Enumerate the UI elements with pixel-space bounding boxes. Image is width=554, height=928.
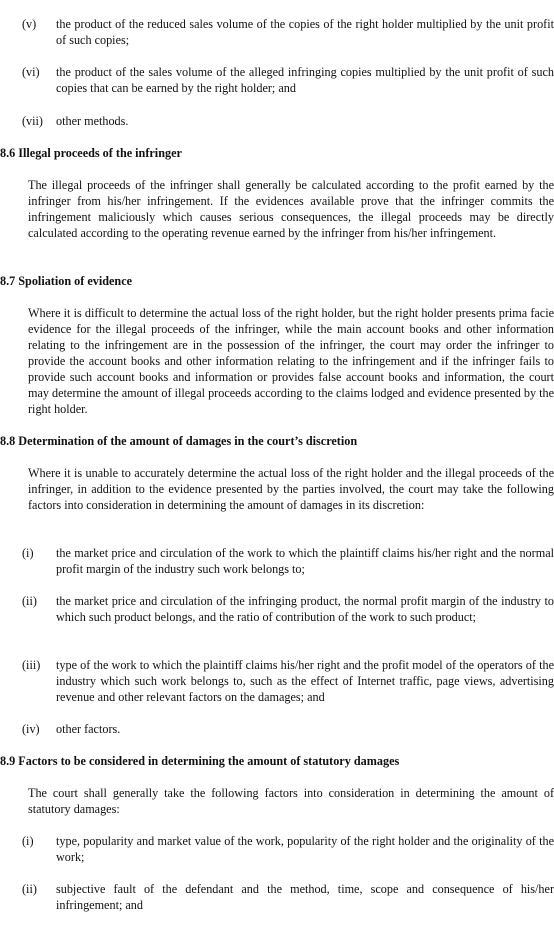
list-number: (i) xyxy=(22,546,34,560)
list-text: other factors. xyxy=(56,722,121,736)
section-paragraph-8-6: The illegal proceeds of the infringer shall generally be calculated according to the profit earned by the infringer from his/her infringement. If the evidences available prove that the infringer commits the infringement maliciously which causes serious consequences, the illegal proceeds may be directly calculated according to the operating revenue earned by the infringer from his/her infringement. xyxy=(28,178,554,240)
list-text: the product of the sales volume of the alleged infringing copies multiplied by the unit profit of such copies that can be earned by the right holder; and xyxy=(56,65,554,95)
list-number: (ii) xyxy=(22,594,37,608)
section-paragraph-8-8: Where it is unable to accurately determine the actual loss of the right holder and the illegal proceeds of the infringer, in addition to the evidence presented by the parties involved, the court may take the following factors into consideration in determining the amount of damages in its discretion: xyxy=(28,466,554,512)
section-heading-8-9: 8.9 Factors to be considered in determining the amount of statutory damages xyxy=(0,754,400,768)
list-item-ii xyxy=(22,593,554,625)
list-item-i xyxy=(22,545,554,577)
section-heading-8-6: 8.6 Illegal proceeds of the infringer xyxy=(0,146,182,160)
list-text: the market price and circulation of the infringing product, the normal profit margin of the industry to which such product belongs, and the ratio of contribution of the work to such product; xyxy=(56,594,554,624)
list-item-iii xyxy=(22,657,554,705)
list-item-i-statutory xyxy=(22,833,554,865)
list-text: type of the work to which the plaintiff claims his/her right and the profit model of the operators of the industry which such work belongs to, such as the effect of Internet traffic, page views, advertising revenue and other relevant factors on the damages; and xyxy=(56,658,554,704)
list-item-iv xyxy=(22,721,554,737)
section-heading-8-8: 8.8 Determination of the amount of damages in the court’s discretion xyxy=(0,434,358,448)
list-text: other methods. xyxy=(56,114,129,128)
list-item-v xyxy=(22,16,554,48)
list-number: (iii) xyxy=(22,658,41,672)
list-number: (v) xyxy=(22,17,37,31)
list-item-ii-statutory xyxy=(22,881,554,913)
list-number: (vii) xyxy=(22,114,43,128)
list-text: the market price and circulation of the work to which the plaintiff claims his/her right and the normal profit margin of the industry such work belongs to; xyxy=(56,546,554,576)
list-number: (iv) xyxy=(22,722,40,736)
list-number: (i) xyxy=(22,834,34,848)
list-item-vi xyxy=(22,64,554,96)
section-paragraph-8-9: The court shall generally take the following factors into consideration in determining the amount of statutory damages: xyxy=(28,786,554,816)
list-item-vii xyxy=(22,113,554,129)
list-text: type, popularity and market value of the work, popularity of the right holder and the originality of the work; xyxy=(56,834,554,864)
section-paragraph-8-7: Where it is difficult to determine the actual loss of the right holder, but the right holder presents prima facie evidence for the illegal proceeds of the infringer, while the main account books and other information relating to the infringement are in the possession of the infringer, the court may order the infringer to provide the account books and other information relating to the infringement and if the infringer fails to provide such account books and information or provides false account books and information, the court may determine the amount of illegal proceeds according to the claims lodged and evidence presented by the right holder. xyxy=(28,306,554,416)
list-text: the product of the reduced sales volume of the copies of the right holder multiplied by the unit profit of such copies; xyxy=(56,17,554,47)
section-heading-8-7: 8.7 Spoliation of evidence xyxy=(0,274,133,288)
list-text: subjective fault of the defendant and the method, time, scope and consequence of his/her infringement; and xyxy=(56,882,554,912)
list-number: (vi) xyxy=(22,65,40,79)
list-number: (ii) xyxy=(22,882,37,896)
